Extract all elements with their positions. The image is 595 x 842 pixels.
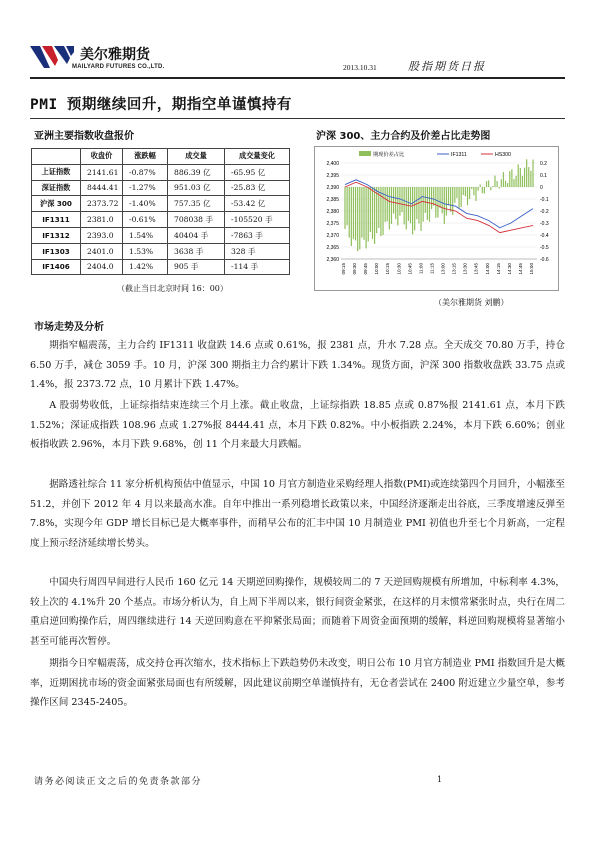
x-tick-label: 10:00 [374, 263, 380, 275]
table-row [32, 243, 290, 259]
x-tick-label: 13:15 [451, 263, 457, 275]
company-logo [18, 38, 178, 74]
basis-bar [444, 187, 445, 224]
disclaimer-note: 请务必阅读正文之后的免责条款部分 [34, 777, 203, 787]
table-cell: 886.39 亿 [168, 164, 225, 180]
x-tick-label: 13:30 [462, 263, 468, 275]
table-cell: -25.83 亿 [225, 180, 290, 196]
chart-svg [315, 147, 558, 290]
logo-english-text: MAILYARD FUTURES CO.,LTD. [72, 64, 165, 70]
y-left-tick: 2,370 [326, 233, 339, 239]
basis-bar [446, 187, 447, 216]
legend-swatch-basis [359, 151, 371, 156]
y-right-tick: 0 [540, 185, 543, 191]
basis-bar [439, 187, 440, 208]
y-left-tick: 2,365 [326, 245, 339, 251]
index-name-cell: IF1311 [32, 212, 81, 228]
analysis-paragraph-4: 中国央行周四早间进行人民币 160 亿元 14 天期逆回购操作，规模较周二的 7 天逆回购规模有所增加，中标利率 4.3%，较上次的 4.1%升 20 个基点。市场分析认为，自上周下半周以来，银行间资金紧张，在这样的月末惯常紧张时点，央行在周二重启逆回购操作后，周四继续进行 14 天逆回购意在平抑紧张局面；而随着下周资金面预期的缓解，料逆回购规模将显著缩小甚至可能再次暂停。 [30, 577, 566, 647]
logo-chinese-text: 美尔雅期货 [80, 47, 150, 63]
basis-bar [435, 187, 436, 218]
table-cell: 1.42% [123, 259, 168, 275]
table-cell: 2393.0 [81, 227, 123, 243]
analysis-paragraph-3: 据路透社综合 11 家分析机构预估中值显示，中国 10 月官方制造业采购经理人指数(PMI)或连续第四个月回升，小幅涨至 51.2，并创下 2012 年 4 月以来最高水准。自年中推出一系列稳增长政策以来，中国经济逐渐走出谷底，三季度增速反弹至 7.8%，实现今年 GDP 增长目标已是大概率事件，而稍早公布的汇丰中国 10 月制造业 PMI 初值也升至七个月新高，一定程度上预示经济延续增长势头。 [30, 479, 565, 549]
basis-bar [492, 186, 493, 187]
basis-bar [406, 187, 407, 229]
index-name-cell: IF1303 [32, 243, 81, 259]
analysis-paragraph-5: 期指今日窄幅震荡，成交持仓再次缩水，技术指标上下跌趋势仍未改变，明日公布 10 月官方制造业 PMI 指数回升是大概率，近期困扰市场的资金面紧张局面也有所缓解，因此建议前期空单谨慎持有，无仓者尝试在 2400 附近建立少量空单，参考操作区间 2345-2405。 [30, 658, 565, 709]
chart-heading: 沪深 300、主力合约及价差占比走势图 [316, 131, 491, 142]
table-cell: -65.95 亿 [225, 164, 290, 180]
basis-bar [501, 179, 502, 187]
y-right-tick: 0.2 [540, 161, 547, 167]
basis-bar [391, 187, 392, 224]
y-left-tick: 2,360 [326, 257, 339, 263]
table-cell: -105520 手 [225, 212, 290, 228]
x-tick-label: 10:45 [407, 263, 413, 275]
basis-bar [465, 187, 466, 196]
table-cell: 3638 手 [168, 243, 225, 259]
basis-bar [425, 187, 426, 213]
basis-bar [344, 187, 345, 229]
basis-bar [355, 187, 356, 240]
table-cell: 1.53% [123, 243, 168, 259]
title-divider [30, 118, 565, 119]
basis-bar [412, 187, 413, 234]
table-cell: -7863 手 [225, 227, 290, 243]
basis-bar [363, 187, 364, 240]
table-header-cell: 涨跌幅 [123, 149, 168, 165]
basis-bar [366, 187, 367, 248]
table-header-cell: 成交量 [168, 149, 225, 165]
basis-bar [471, 187, 472, 189]
basis-bar [420, 187, 421, 231]
basis-bar [361, 187, 362, 238]
basis-bar [353, 187, 354, 239]
y-right-tick: -0.3 [540, 221, 549, 227]
table-row [32, 259, 290, 275]
legend-label-basis: 期现价差占比 [373, 152, 405, 158]
basis-bar [473, 187, 474, 195]
basis-bar [442, 187, 443, 213]
x-tick-label: 09:15 [341, 263, 346, 275]
table-cell: 40404 手 [168, 227, 225, 243]
table-cell: -1.40% [123, 196, 168, 212]
page-title: PMI 预期继续回升，期指空单谨慎持有 [30, 97, 292, 113]
table-row [32, 227, 290, 243]
table-cell: 2381.0 [81, 212, 123, 228]
basis-bar [484, 187, 485, 194]
basis-bar [486, 181, 487, 187]
hs300-line [345, 182, 533, 232]
basis-bar [454, 187, 455, 203]
basis-bar [370, 187, 371, 232]
basis-bar [518, 164, 519, 187]
basis-bar [351, 187, 352, 246]
y-right-tick: -0.4 [540, 233, 549, 239]
analysis-paragraph-1: 期指窄幅震荡，主力合约 IF1311 收盘跌 14.6 点或 0.61%，报 2381 点，升水 7.28 点。全天成交 70.80 万手，持仓 6.50 万手，减仓 3059 手。10 月，沪深 300 期指主力合约累计下跌 1.34%。现货方面，沪深 300 指数收盘跌 33.75 点或 1.4%，报 2373.72 点，10 月累计下跌 1.47%。 [30, 340, 565, 391]
basis-bar [347, 187, 348, 225]
x-tick-label: 09:30 [352, 263, 358, 275]
basis-bar [463, 187, 464, 195]
page-number: 1 [437, 775, 443, 784]
y-left-tick: 2,385 [326, 197, 339, 203]
y-left-tick: 2,375 [326, 221, 339, 227]
basis-bar [496, 181, 497, 187]
y-left-tick: 2,390 [326, 185, 339, 191]
index-quote-table [31, 148, 290, 275]
basis-bar [349, 187, 350, 238]
x-tick-label: 09:45 [363, 263, 369, 275]
x-tick-label: 14:15 [495, 263, 501, 275]
basis-bar [404, 187, 405, 224]
table-cell: -1.27% [123, 180, 168, 196]
table-row [32, 212, 290, 228]
basis-bar [458, 187, 459, 208]
basis-bar [528, 167, 529, 187]
x-tick-label: 10:30 [396, 263, 402, 275]
basis-bar [475, 187, 476, 201]
table-cell: 2373.72 [81, 196, 123, 212]
basis-bar [433, 187, 434, 206]
table-header-cell [32, 149, 81, 165]
basis-bar [482, 187, 483, 193]
basis-bar [387, 187, 388, 221]
table-row [32, 164, 290, 180]
chart-source: （美尔雅期货 刘鹏） [434, 298, 509, 307]
x-tick-label: 10:15 [385, 263, 391, 275]
table-row [32, 196, 290, 212]
basis-bar [524, 168, 525, 187]
y-right-tick: -0.1 [540, 197, 549, 203]
table-cell: 328 手 [225, 243, 290, 259]
table-header-cell: 收盘价 [81, 149, 123, 165]
report-date: 2013.10.31 [343, 63, 377, 72]
basis-bar [389, 187, 390, 229]
basis-bar [448, 187, 449, 205]
basis-bar [378, 187, 379, 228]
basis-bar [385, 187, 386, 222]
x-tick-label: 13:00 [440, 263, 446, 275]
y-right-tick: -0.5 [540, 245, 549, 251]
basis-bar [532, 160, 533, 187]
basis-bar [509, 171, 510, 187]
header-divider [30, 77, 565, 79]
basis-bar [490, 187, 491, 190]
table-footnote: （截止当日北京时间 16：00） [117, 284, 228, 293]
y-right-tick: -0.2 [540, 209, 549, 215]
basis-bar [410, 187, 411, 223]
basis-bar [450, 187, 451, 212]
table-heading: 亚洲主要指数收盘报价 [34, 131, 134, 142]
basis-bar [469, 187, 470, 199]
basis-bar [357, 187, 358, 251]
table-cell: 2141.61 [81, 164, 123, 180]
basis-bar [437, 187, 438, 217]
table-cell: 951.03 亿 [168, 180, 225, 196]
basis-bar [488, 180, 489, 187]
basis-bar [522, 176, 523, 187]
x-tick-label: 11:15 [429, 263, 435, 275]
basis-bar [359, 187, 360, 249]
analysis-paragraph-2: A 股弱势收低，上证综指结束连续三个月上涨。截止收盘，上证综指跌 18.85 点或 0.87%报 2141.61 点，本月下跌 1.52%；深证成指跌 108.96 点或 1.27%报 8444.41 点，本月下跌 0.82%。中小板指跌 2.24%，本月下跌 6.60%；创业板指收跌 2.96%，本月下跌 9.68%，创 11 个月来最大月跌幅。 [30, 400, 565, 451]
basis-bar [505, 181, 506, 187]
basis-bar [429, 187, 430, 222]
y-left-tick: 2,400 [326, 161, 339, 167]
table-cell: -53.42 亿 [225, 196, 290, 212]
x-tick-label: 14:45 [517, 263, 523, 275]
x-tick-label: 13:45 [473, 263, 479, 275]
table-row [32, 180, 290, 196]
basis-bar [418, 187, 419, 224]
basis-bar [480, 185, 481, 187]
index-name-cell: 上证指数 [32, 164, 81, 180]
index-name-cell: IF1406 [32, 259, 81, 275]
table-cell: -0.61% [123, 212, 168, 228]
y-right-tick: -0.6 [540, 257, 549, 263]
table-header-row [32, 149, 290, 165]
legend-label-if1311: IF1311 [451, 152, 467, 158]
legend-label-hs300: HS300 [495, 152, 511, 158]
basis-bar [414, 187, 415, 230]
basis-bar [427, 187, 428, 220]
basis-bar [372, 187, 373, 239]
basis-bar [516, 176, 517, 187]
index-name-cell: 沪深 300 [32, 196, 81, 212]
x-tick-label: 15:00 [529, 263, 534, 275]
basis-bar [380, 187, 381, 236]
basis-bar [431, 187, 432, 209]
analysis-heading: 市场走势及分析 [34, 322, 104, 333]
report-type-title: 股指期货日报 [408, 60, 486, 73]
basis-bar [408, 187, 409, 221]
table-cell: 8444.41 [81, 180, 123, 196]
y-left-tick: 2,380 [326, 209, 339, 215]
basis-bar [397, 187, 398, 226]
basis-bar [399, 187, 400, 216]
basis-bar [461, 187, 462, 207]
table-cell: 2401.0 [81, 243, 123, 259]
basis-bar [423, 187, 424, 222]
basis-bar [477, 187, 478, 191]
index-name-cell: IF1312 [32, 227, 81, 243]
basis-bar [393, 187, 394, 214]
basis-bar [511, 169, 512, 187]
table-header-cell: 成交量变化 [225, 149, 290, 165]
basis-bar [530, 171, 531, 187]
basis-bar [368, 187, 369, 241]
y-right-tick: 0.1 [540, 173, 547, 179]
basis-bar [526, 159, 527, 187]
x-tick-label: 14:30 [506, 263, 512, 275]
basis-bar [520, 168, 521, 187]
table-cell: -0.87% [123, 164, 168, 180]
x-tick-label: 14:00 [484, 263, 490, 275]
basis-bar [503, 172, 504, 187]
basis-bar [499, 187, 500, 188]
table-cell: 2404.0 [81, 259, 123, 275]
index-name-cell: 深证指数 [32, 180, 81, 196]
basis-bar [513, 179, 514, 187]
table-cell: -114 手 [225, 259, 290, 275]
basis-bar [374, 187, 375, 244]
table-cell: 757.35 亿 [168, 196, 225, 212]
basis-bar [467, 187, 468, 205]
basis-bar [507, 183, 508, 187]
table-cell: 905 手 [168, 259, 225, 275]
table-cell: 1.54% [123, 227, 168, 243]
x-tick-label: 11:00 [418, 263, 424, 275]
basis-bar [416, 187, 417, 219]
table-cell: 708038 手 [168, 212, 225, 228]
basis-bar [456, 187, 457, 198]
basis-bar [494, 176, 495, 187]
y-left-tick: 2,395 [326, 173, 339, 179]
logo-mark-icon [28, 44, 76, 70]
intraday-chart [314, 146, 559, 291]
